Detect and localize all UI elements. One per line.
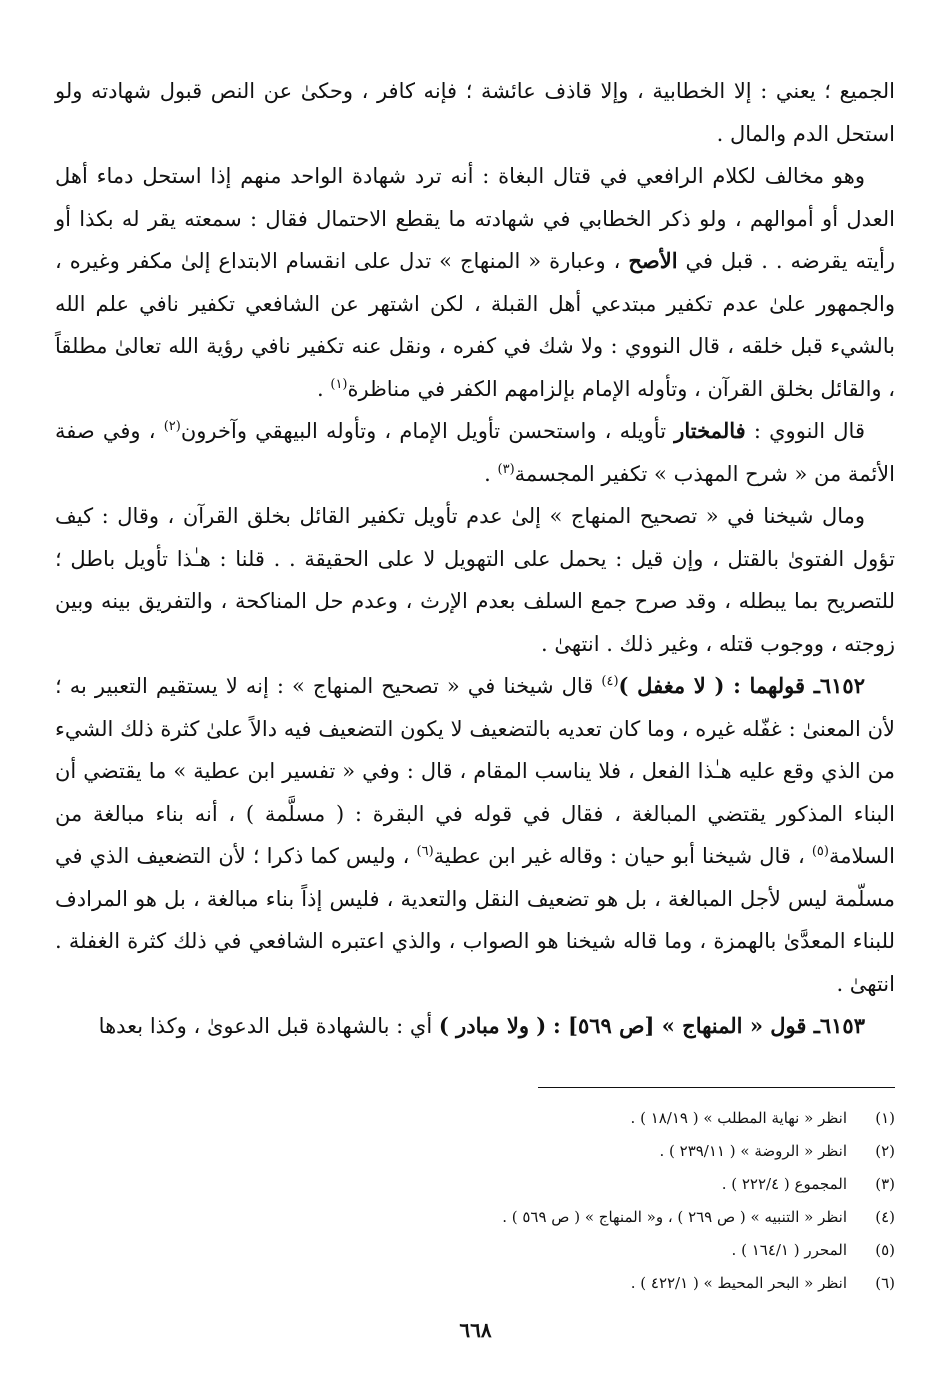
- footnotes: [55, 1102, 895, 1300]
- main-text: [55, 70, 895, 1048]
- entry-heading-6153: ٦١٥٣ـ قول « المنهاج » [ص ٥٦٩] :: [552, 1013, 865, 1038]
- footnote-number: (٥): [875, 1241, 895, 1259]
- footnote-number: (٤): [875, 1208, 895, 1226]
- footnote-number: (٣): [875, 1175, 895, 1193]
- footnote-1: [55, 1102, 895, 1135]
- paragraph-1: [55, 70, 895, 155]
- paragraph-1-text: الجميع ؛ يعني : إلا الخطابية ، وإلا قاذف عائشة ؛ فإنه كافر ، وحكىٰ عن النص قبول شهادته ولو استحل الدم والمال .: [55, 79, 895, 146]
- footnote-ref-1[interactable]: (١): [330, 376, 348, 392]
- footnote-2: [55, 1135, 895, 1168]
- footnote-text: المجموع ( ٢٢٢/٤ ) .: [721, 1175, 847, 1193]
- footnote-3: [55, 1168, 895, 1201]
- footnote-text: المحرر ( ١٦٤/١ ) .: [731, 1241, 847, 1259]
- footnote-text: انظر « نهاية المطلب » ( ١٨/١٩ ) .: [630, 1109, 847, 1127]
- page-number: ٦٦٨: [459, 1318, 492, 1342]
- footnote-ref-6[interactable]: (٦): [416, 844, 434, 859]
- emphasis-al-asahh: الأصح: [628, 248, 678, 273]
- footnote-number: (٢): [875, 1142, 895, 1160]
- footnote-number: (٦): [875, 1274, 895, 1292]
- paragraph-3: قال النووي : فالمختار تأويله ، واستحسن تأويل الإمام ، وتأوله البيهقي وآخرون$^{(٢)}$ ، وفي صفة الأئمة من « شرح المهذب » تكفير المجسمة$^{(٣)}$ .: [55, 418, 895, 486]
- entry-heading-6152: ٦١٥٢ـ قولهما : ( لا مغفل ): [618, 673, 865, 698]
- footnote-number: (١): [875, 1109, 895, 1127]
- paragraph-4: ومال شيخنا في « تصحيح المنهاج » إلىٰ عدم تأويل تكفير القائل بخلق القرآن ، وقال : كيف تؤول الفتوىٰ بالقتل ، وإن قيل : يحمل على التهويل لا على الحقيقة . . قلنا : هـٰذا تأويل باطل ؛ للتصريح بما يبطله ، وقد صرح جمع السلف بعدم الإرث ، وعدم حل المناكحة ، والتفريق بينه وبين زوجته ، ووجوب قتله ، وغير ذلك . انتهىٰ .: [55, 504, 895, 656]
- footnote-divider: [538, 1087, 895, 1088]
- footnote-5: [55, 1234, 895, 1267]
- paragraph-6152: ٦١٥٢ـ قولهما : ( لا مغفل )$^{(٤)}$ قال شيخنا في « تصحيح المنهاج » : إنه لا يستقيم التعبير به ؛ لأن المعنىٰ : غفّله غيره ، وما كان تعديه بالتضعيف لا يكون التضعيف فيه دالاً علىٰ كثرة ذلك الشيء من الذي وقع عليه هـٰذا الفعل ، فلا يناسب المقام ، قال : وفي « تفسير ابن عطية » ما يقتضي أن البناء المذكور يقتضي المبالغة ، فقال في قوله في البقرة : ( مسلَّمة ) ، أنه بناء مبالغة من السلامة$^{(٥)}$ ، قال شيخنا أبو حيان : وقاله غير ابن عطية$^{(٦)}$ ، وليس كما ذكرا ؛ لأن التضعيف الذي في مسلّمة ليس لأجل المبالغة ، بل هو تضعيف النقل والتعدية ، فليس إذاً بناء مبالغة ، بل هو المرادف للبناء المعدَّىٰ بالهمزة ، وما قاله شيخنا هو الصواب ، والذي اعتبره الشافعي في ذلك كثرة الغفلة . انتهىٰ .: [55, 673, 895, 996]
- footnote-4: [55, 1201, 895, 1234]
- footnote-text: انظر « البحر المحيط » ( ٤٢٢/١ ) .: [630, 1274, 847, 1292]
- footnote-6: [55, 1267, 895, 1300]
- footnote-ref-4[interactable]: (٤): [601, 674, 619, 689]
- paragraph-2: وهو مخالف لكلام الرافعي في قتال البغاة : أنه ترد شهادة الواحد منهم إذا استحل دماء أهل العدل أو أموالهم ، ولو ذكر الخطابي في شهادته ما يقطع الاحتمال فقال : سمعته يقر له بكذا أو رأيته يقرضه . . قبل في الأصح ، وعبارة « المنهاج » تدل على انقسام الابتداع إلىٰ مكفر وغيره ، والجمهور علىٰ عدم تكفير مبتدعي أهل القبلة ، لكن اشتهر عن الشافعي تكفير نافي علم الله بالشيء قبل خلقه ، قال النووي : ولا شك في كفره ، ونقل عنه تكفير نافي رؤية الله تعالىٰ مطلقاً ، والقائل بخلق القرآن ، وتأوله الإمام بإلزامهم الكفر في مناظرة$^{(١)}$ .: [55, 164, 895, 401]
- footnote-ref-5[interactable]: (٥): [811, 844, 829, 859]
- emphasis-al-mukhtar: فالمختار: [674, 418, 746, 443]
- footnote-ref-3[interactable]: (٣): [497, 461, 515, 477]
- footnote-ref-2[interactable]: (٢): [163, 419, 181, 434]
- paragraph-6153: ٦١٥٣ـ قول « المنهاج » [ص ٥٦٩] : ( ولا مبادر ) أي : بالشهادة قبل الدعوىٰ ، وكذا بعدها: [98, 1013, 865, 1038]
- footnote-text: انظر « التنبيه » ( ص ٢٦٩ ) ، و« المنهاج » ( ص ٥٦٩ ) .: [502, 1208, 847, 1226]
- emphasis-wala-mubadir: ( ولا مبادر ): [438, 1013, 547, 1038]
- footnote-text: انظر « الروضة » ( ٢٣٩/١١ ) .: [659, 1142, 847, 1160]
